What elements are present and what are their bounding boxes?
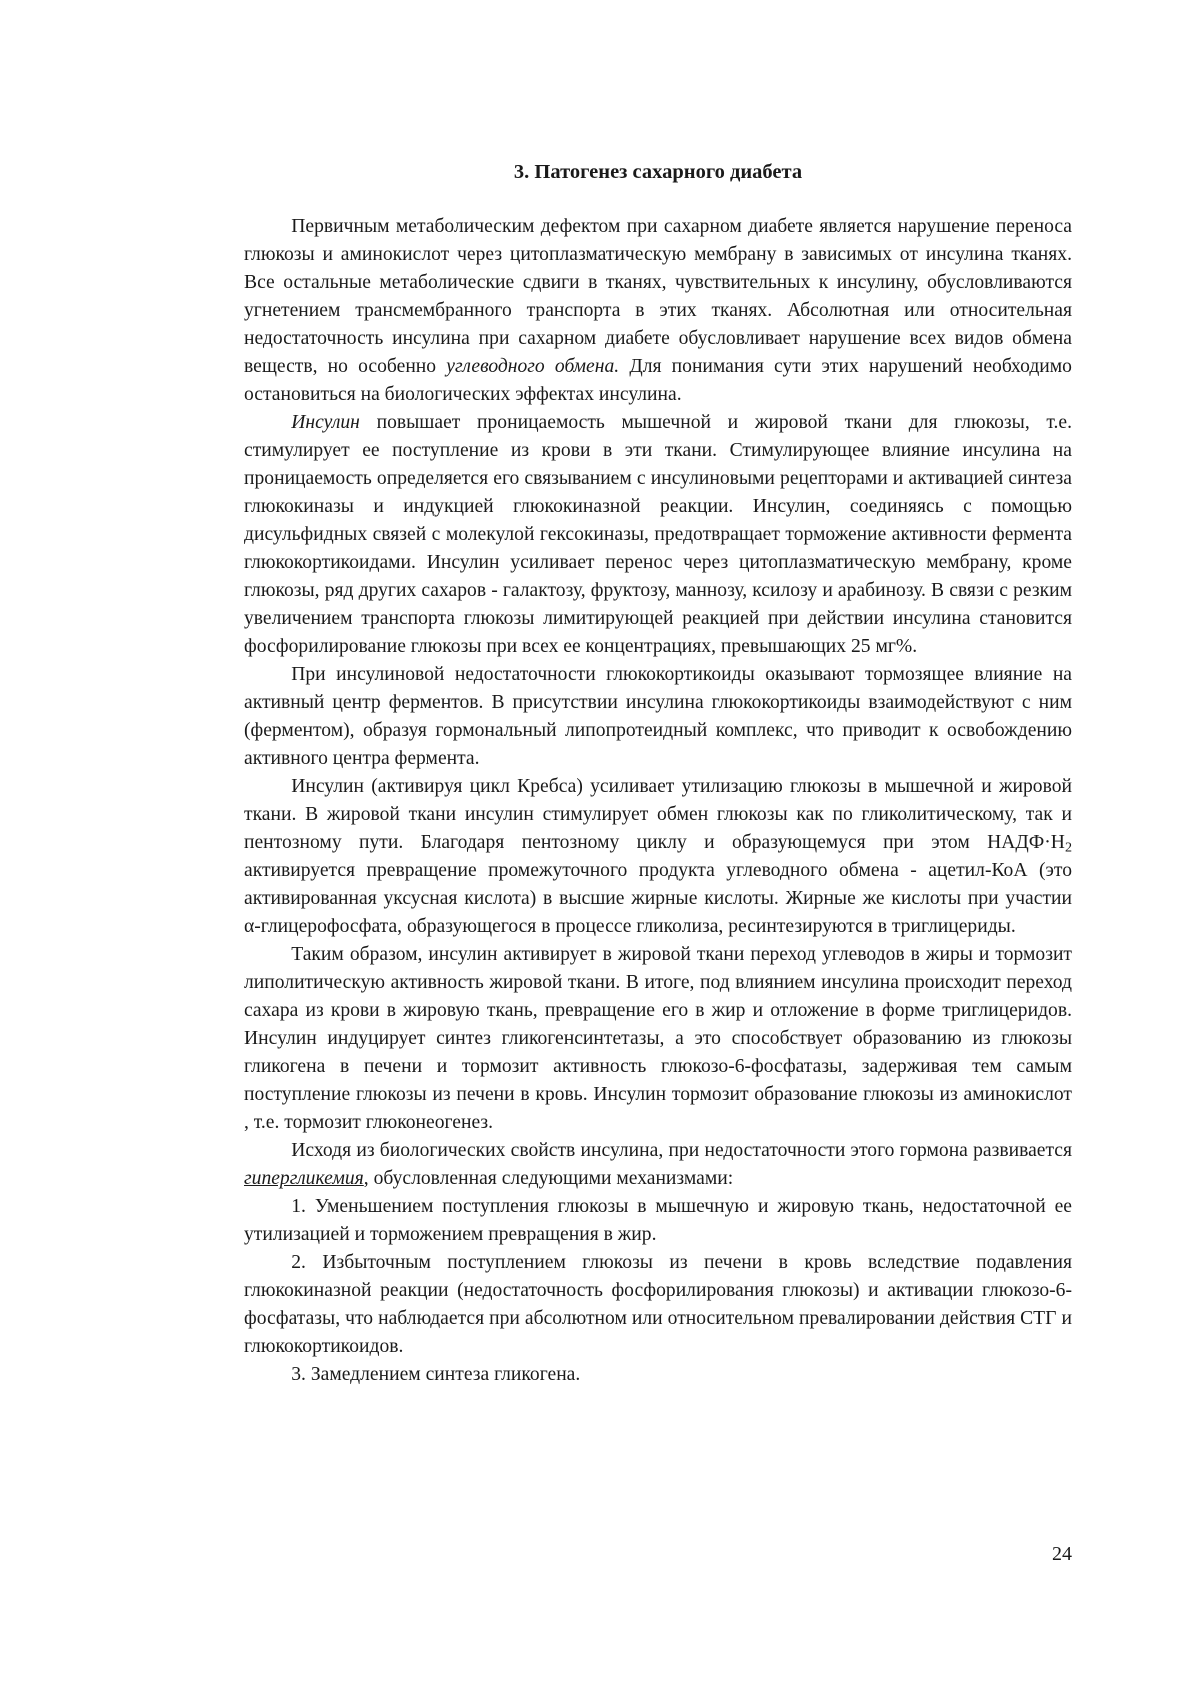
- page-number: 24: [1052, 1543, 1072, 1565]
- text-run: 2. Избыточным поступлением глюкозы из печени в кровь вследствие подавления глюкокиназной реакции (недостаточность фосфорилирования глюкозы) и активации глюкозо-6-фосфатазы, что наблюдается при абсолютном или относительном превалировании действия СТГ и глюкокортикоидов.: [244, 1252, 1072, 1357]
- text-run: 3. Замедлением синтеза гликогена.: [291, 1364, 581, 1385]
- paragraph: [244, 213, 1072, 409]
- text-run: Инсулин (активируя цикл Кребса) усиливает утилизацию глюкозы в мышечной и жировой ткани. В жировой ткани инсулин стимулирует обмен глюкозы как по гликолитическому, так и пентозному пути. Благодаря пентозному циклу и образующемуся при этом НАДФ·Н: [244, 776, 1072, 853]
- text-run: активируется превращение промежуточного продукта углеводного обмена - ацетил-КоА (это активированная уксусная кислота) в высшие жирные кислоты. Жирные же кислоты при участии α-глицерофосфата, образующегося в процессе гликолиза, ресинтезируются в триглицериды.: [244, 860, 1072, 937]
- text-run: повышает проницаемость мышечной и жировой ткани для глюкозы, т.е. стимулирует ее поступление из крови в эти ткани. Стимулирующее влияние инсулина на проницаемость определяется его связыванием с инсулиновыми рецепторами и активацией синтеза глюкокиназы и индукцией глюкокиназной реакции. Инсулин, соединяясь с помощью дисульфидных связей с молекулой гексокиназы, предотвращает торможение активности фермента глюкокортикоидами. Инсулин усиливает перенос через цитоплазматическую мембрану, кроме глюкозы, ряд других сахаров - галактозу, фруктозу, маннозу, ксилозу и арабинозу. В связи с резким увеличением транспорта глюкозы лимитирующей реакцией при действии инсулина становится фосфорилирование глюкозы при всех ее концентрациях, превышающих 25 мг%.: [244, 412, 1072, 657]
- subscript: 2: [1064, 839, 1072, 856]
- text-run: При инсулиновой недостаточности глюкокортикоиды оказывают тормозящее влияние на активный центр ферментов. В присутствии инсулина глюкокортикоиды взаимодействуют с ним (ферментом), образуя гормональный липопротеидный комплекс, что приводит к освобождению активного центра фермента.: [244, 664, 1072, 769]
- paragraph: [244, 941, 1072, 1137]
- paragraph: [244, 773, 1072, 941]
- text-run: 1. Уменьшением поступления глюкозы в мышечную и жировую ткань, недостаточной ее утилизацией и торможением превращения в жир.: [244, 1196, 1072, 1245]
- list-item: [244, 1193, 1072, 1249]
- text-run: Для понимания сути этих нарушений необходимо остановиться на биологических эффектах инсулина.: [244, 356, 1072, 405]
- italic-term: углеводного обмена.: [446, 356, 620, 377]
- text-run: Первичным метаболическим дефектом при сахарном диабете является нарушение переноса глюкозы и аминокислот через цитоплазматическую мембрану в зависимых от инсулина тканях. Все остальные метаболические сдвиги в тканях, чувствительных к инсулину, обусловливаются угнетением трансмембранного транспорта в этих тканях. Абсолютная или относительная недостаточность инсулина при сахарном диабете обусловливает нарушение всех видов обмена веществ, но особенно: [244, 216, 1072, 377]
- section-title: 3. Патогенез сахарного диабета: [513, 161, 803, 183]
- body-text: [244, 213, 1072, 1389]
- list-item: [244, 1361, 1072, 1389]
- text-run: Исходя из биологических свойств инсулина, при недостаточности этого гормона развивается: [291, 1140, 1072, 1161]
- list-item: [244, 1249, 1072, 1361]
- text-run: Таким образом, инсулин активирует в жировой ткани переход углеводов в жиры и тормозит липолитическую активность жировой ткани. В итоге, под влиянием инсулина происходит переход сахара из крови в жировую ткань, превращение его в жир и отложение в форме триглицеридов. Инсулин индуцирует синтез гликогенсинтетазы, а это способствует образованию из глюкозы гликогена в печени и тормозит активность глюкозо-6-фосфатазы, задерживая тем самым поступление глюкозы из печени в кровь. Инсулин тормозит образование глюкозы из аминокислот , т.е. тормозит глюконеогенез.: [244, 944, 1072, 1133]
- paragraph: [244, 1137, 1072, 1193]
- paragraph: [244, 661, 1072, 773]
- paragraph: [244, 409, 1072, 661]
- italic-term: Инсулин: [291, 412, 360, 433]
- italic-underlined-term: гипергликемия: [244, 1168, 364, 1189]
- text-run: , обусловленная следующими механизмами:: [363, 1168, 734, 1189]
